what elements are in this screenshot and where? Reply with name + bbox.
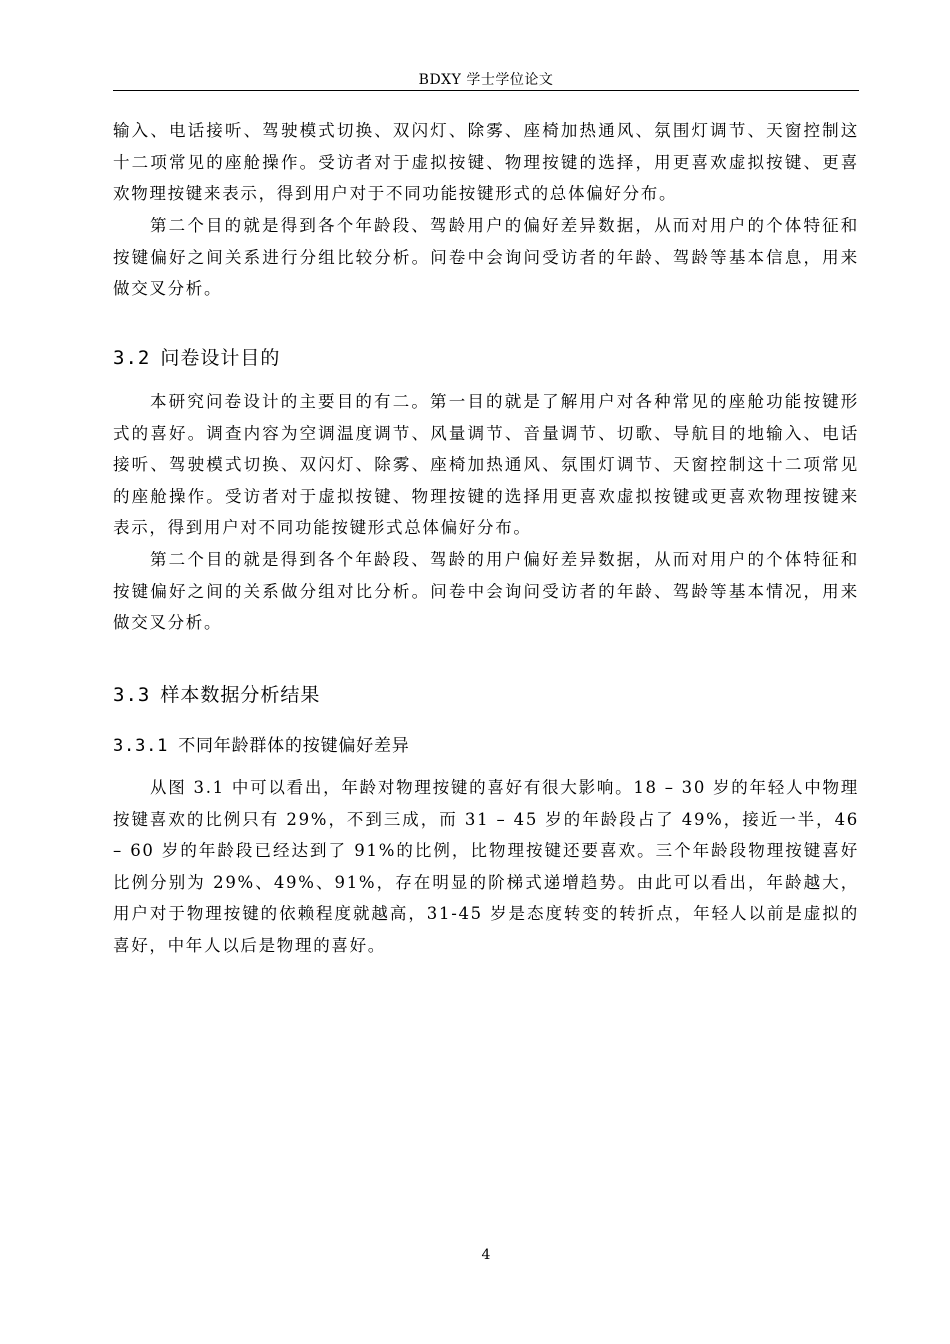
- subsection-title: 不同年龄群体的按键偏好差异: [178, 736, 410, 756]
- body-paragraph-2: 第二个目的就是得到各个年龄段、驾龄用户的偏好差异数据，从而对用户的个体特征和按键偏好之间关系进行分组比较分析。问卷中会询问受访者的年龄、驾龄等基本信息，用来做交叉分析。: [113, 216, 859, 298]
- subsection-heading-3-3-1: [113, 735, 410, 757]
- page-number: 4: [481, 1247, 491, 1263]
- section-number: 3.3: [113, 684, 151, 706]
- header-divider: [113, 90, 859, 91]
- section-title: 样本数据分析结果: [160, 684, 321, 706]
- section-heading-3-2: [113, 346, 280, 370]
- body-paragraph-5: 从图 3.1 中可以看出，年龄对物理按键的喜好有很大影响。18 – 30 岁的年轻人中物理按键喜欢的比例只有 29%，不到三成，而 31 – 45 岁的年龄段占了 49%，接近一半，46 – 60 岁的年龄段已经达到了 91%的比例，比物理按键还要喜欢。三个年龄段物理按键喜好比例分别为 29%、49%、91%，存在明显的阶梯式递增趋势。由此可以看出，年龄越大，用户对于物理按键的依赖程度就越高，31-45 岁是态度转变的转折点，年轻人以前是虚拟的喜好，中年人以后是物理的喜好。: [113, 778, 859, 955]
- section-number: 3.2: [113, 347, 151, 369]
- subsection-number: 3.3.1: [113, 736, 169, 756]
- body-paragraph-3: 本研究问卷设计的主要目的有二。第一目的就是了解用户对各种常见的座舱功能按键形式的喜好。调查内容为空调温度调节、风量调节、音量调节、切歌、导航目的地输入、电话接听、驾驶模式切换、双闪灯、除雾、座椅加热通风、氛围灯调节、天窗控制这十二项常见的座舱操作。受访者对于虚拟按键、物理按键的选择用更喜欢虚拟按键或更喜欢物理按键来表示，得到用户对不同功能按键形式总体偏好分布。: [113, 392, 859, 537]
- body-paragraph-4: 第二个目的就是得到各个年龄段、驾龄的用户偏好差异数据，从而对用户的个体特征和按键偏好之间的关系做分组对比分析。问卷中会询问受访者的年龄、驾龄等基本情况，用来做交叉分析。: [113, 550, 859, 632]
- page-header: BDXY 学士学位论文: [418, 72, 554, 88]
- body-paragraph-1: 输入、电话接听、驾驶模式切换、双闪灯、除雾、座椅加热通风、氛围灯调节、天窗控制这十二项常见的座舱操作。受访者对于虚拟按键、物理按键的选择，用更喜欢虚拟按键、更喜欢物理按键来表示，得到用户对于不同功能按键形式的总体偏好分布。: [113, 121, 859, 203]
- section-heading-3-3: [113, 683, 320, 707]
- section-title: 问卷设计目的: [160, 347, 281, 369]
